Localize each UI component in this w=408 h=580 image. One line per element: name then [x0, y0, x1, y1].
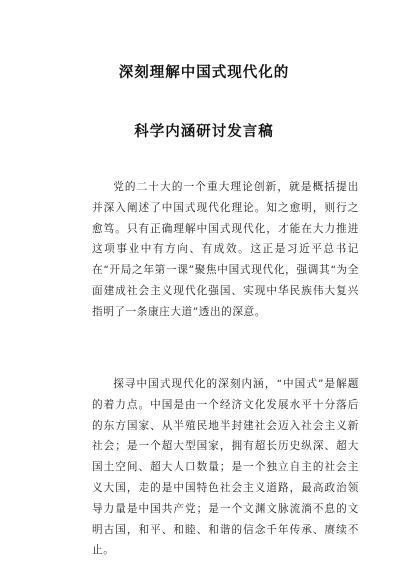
body-paragraph-1: 党的二十大的一个重大理论创新，就是概括提出并深入阐述了中国式现代化理论。知之愈明，则行之愈笃。只有正确理解中国式现代化，才能在大力推进这项事业中有方向、有成效。这正是习近平总书记在“开局之年第一课”聚焦中国式现代化，强调其“为全面建成社会主义现代化强国、实现中华民族伟大复兴指明了一条康庄大道”透出的深意。	[92, 181, 359, 318]
document-title-line-2: 科学内涵研讨发言稿	[134, 124, 274, 140]
body-paragraph-2: 探寻中国式现代化的深刻内涵，“中国式”是解题的着力点。中国是由一个经济文化发展水平十分落后的东方国家、从半殖民地半封建社会迈入社会主义新社会；是一个超大型国家，拥有超长历史纵深、超大国土空间、超大人口数量；是一个独立自主的社会主义大国，走的是中国特色社会主义道路，最高政治领导力量是中国共产党；是一个文渊文脉流淌不息的文明古国，和平、和睦、和谐的信念千年传承、赓续不止。	[92, 378, 359, 557]
document-title-line-1: 深刻理解中国式现代化的	[118, 65, 290, 81]
